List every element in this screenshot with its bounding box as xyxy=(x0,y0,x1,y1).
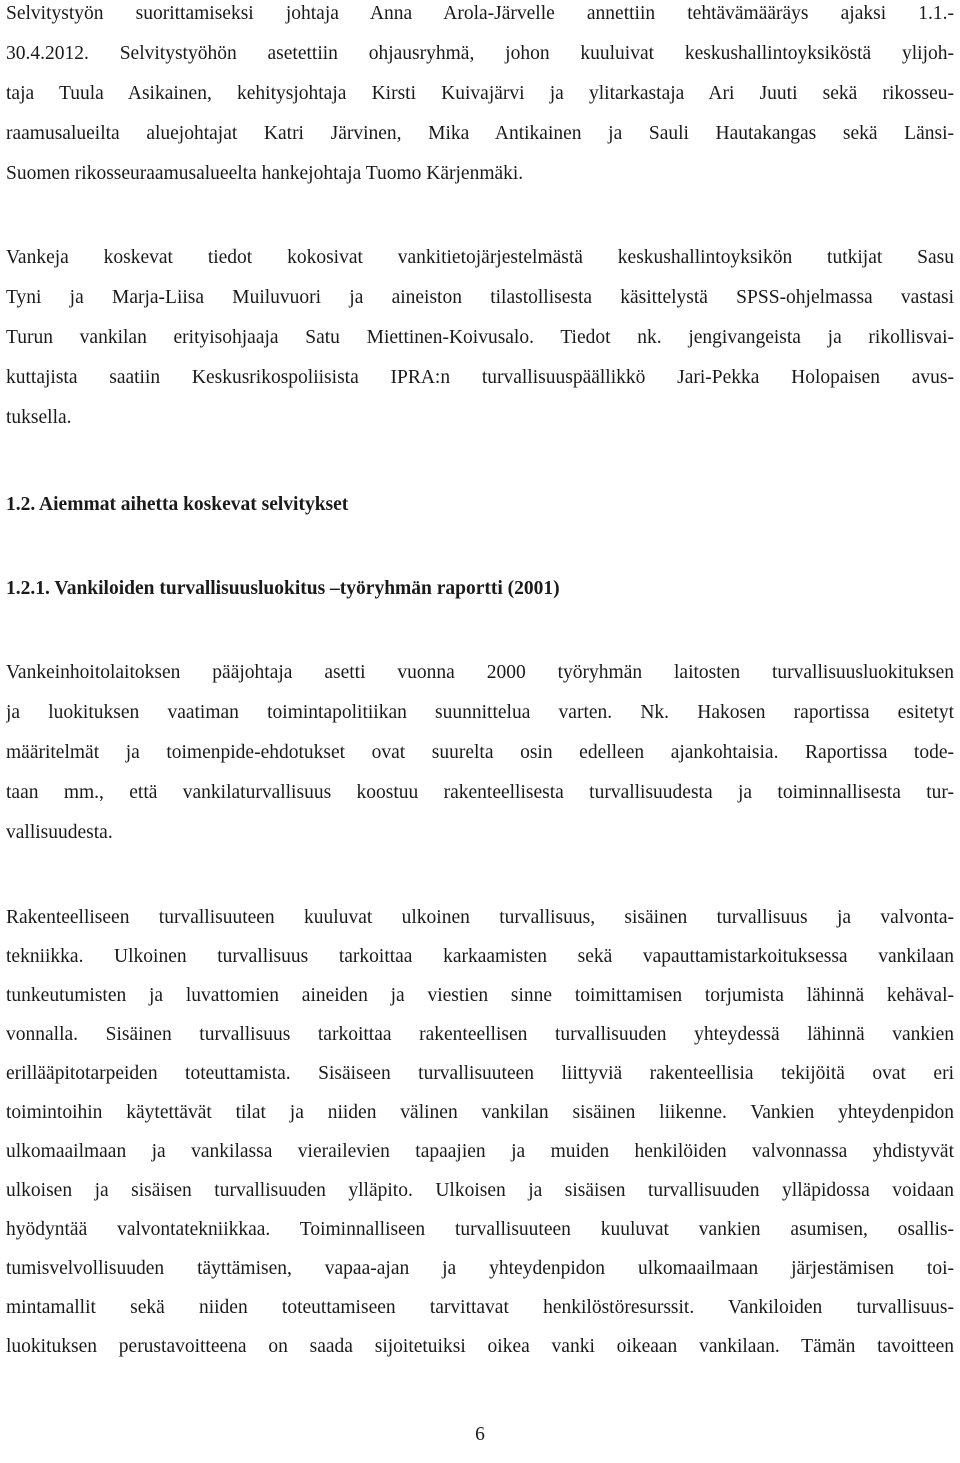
text-line: vallisuudesta. xyxy=(6,822,113,843)
text-line: tuksella. xyxy=(6,407,72,428)
text-line: raamusalueilta aluejohtajat Katri Järvinen, Mika Antikainen ja Sauli Hautakangas sekä Länsi- xyxy=(6,123,954,144)
subsection-heading: 1.2.1. Vankiloiden turvallisuusluokitus –työryhmän raportti (2001) xyxy=(6,578,560,599)
text-line: määritelmät ja toimenpide-ehdotukset ovat suurelta osin edelleen ajankohtaisia. Raportissa tode- xyxy=(6,742,954,763)
text-line: Rakenteelliseen turvallisuuteen kuuluvat ulkoinen turvallisuus, sisäinen turvallisuus ja valvonta- xyxy=(6,907,954,928)
page-number: 6 xyxy=(475,1424,485,1445)
text-line: tekniikka. Ulkoinen turvallisuus tarkoittaa karkaamisten sekä vapauttamistarkoituksessa vankilaan xyxy=(6,946,954,967)
text-line: kuttajista saatiin Keskusrikospoliisista IPRA:n turvallisuuspäällikkö Jari-Pekka Holopaisen avus- xyxy=(6,367,954,388)
text-line: ulkoisen ja sisäisen turvallisuuden ylläpito. Ulkoisen ja sisäisen turvallisuuden ylläpidossa voidaan xyxy=(6,1180,954,1201)
text-line: hyödyntää valvontatekniikkaa. Toiminnalliseen turvallisuuteen kuuluvat vankien asumisen, osallis- xyxy=(6,1219,954,1240)
text-line: vonnalla. Sisäinen turvallisuus tarkoittaa rakenteellisen turvallisuuden yhteydessä lähinnä vankien xyxy=(6,1024,954,1045)
text-line: tunkeutumisten ja luvattomien aineiden ja viestien sinne toimittamisen torjumista lähinnä kehäval- xyxy=(6,985,954,1006)
text-line: luokituksen perustavoitteena on saada sijoitetuiksi oikea vanki oikeaan vankilaan. Tämän tavoitteen xyxy=(6,1336,954,1357)
text-line: 30.4.2012. Selvitystyöhön asetettiin ohjausryhmä, johon kuuluivat keskushallintoyksiköstä ylijoh- xyxy=(6,43,954,64)
text-line: Vankeja koskevat tiedot kokosivat vankitietojärjestelmästä keskushallintoyksikön tutkijat Sasu xyxy=(6,247,954,268)
text-line: erillääpitotarpeiden toteuttamista. Sisäiseen turvallisuuteen liittyviä rakenteellisia tekijöitä ovat eri xyxy=(6,1063,954,1084)
text-line: taja Tuula Asikainen, kehitysjohtaja Kirsti Kuivajärvi ja ylitarkastaja Ari Juuti sekä rikosseu- xyxy=(6,83,954,104)
text-line: toimintoihin käytettävät tilat ja niiden välinen vankilan sisäinen liikenne. Vankien yhteydenpidon xyxy=(6,1102,954,1123)
text-line: Vankeinhoitolaitoksen pääjohtaja asetti vuonna 2000 työryhmän laitosten turvallisuusluokituksen xyxy=(6,662,954,683)
text-line: ulkomaailmaan ja vankilassa vierailevien tapaajien ja muiden henkilöiden valvonnassa yhdistyvät xyxy=(6,1141,954,1162)
text-line: taan mm., että vankilaturvallisuus koostuu rakenteellisesta turvallisuudesta ja toiminnallisesta tur- xyxy=(6,782,954,803)
text-line: Selvitystyön suorittamiseksi johtaja Anna Arola-Järvelle annettiin tehtävämääräys ajaksi 1.1.- xyxy=(6,3,954,24)
text-line: tumisvelvollisuuden täyttämisen, vapaa-ajan ja yhteydenpidon ulkomaailmaan järjestämisen toi- xyxy=(6,1258,954,1279)
text-line: Tyni ja Marja-Liisa Muiluvuori ja aineiston tilastollisesta käsittelystä SPSS-ohjelmassa vastasi xyxy=(6,287,954,308)
text-line: mintamallit sekä niiden toteuttamiseen tarvittavat henkilöstöresurssit. Vankiloiden turvallisuus- xyxy=(6,1297,954,1318)
text-line: Turun vankilan erityisohjaaja Satu Miettinen-Koivusalo. Tiedot nk. jengivangeista ja rikollisvai- xyxy=(6,327,954,348)
text-line: ja luokituksen vaatiman toimintapolitiikan suunnittelua varten. Nk. Hakosen raportissa esitetyt xyxy=(6,702,954,723)
text-line: Suomen rikosseuraamusalueelta hankejohtaja Tuomo Kärjenmäki. xyxy=(6,163,524,184)
section-heading: 1.2. Aiemmat aihetta koskevat selvitykset xyxy=(6,494,349,515)
